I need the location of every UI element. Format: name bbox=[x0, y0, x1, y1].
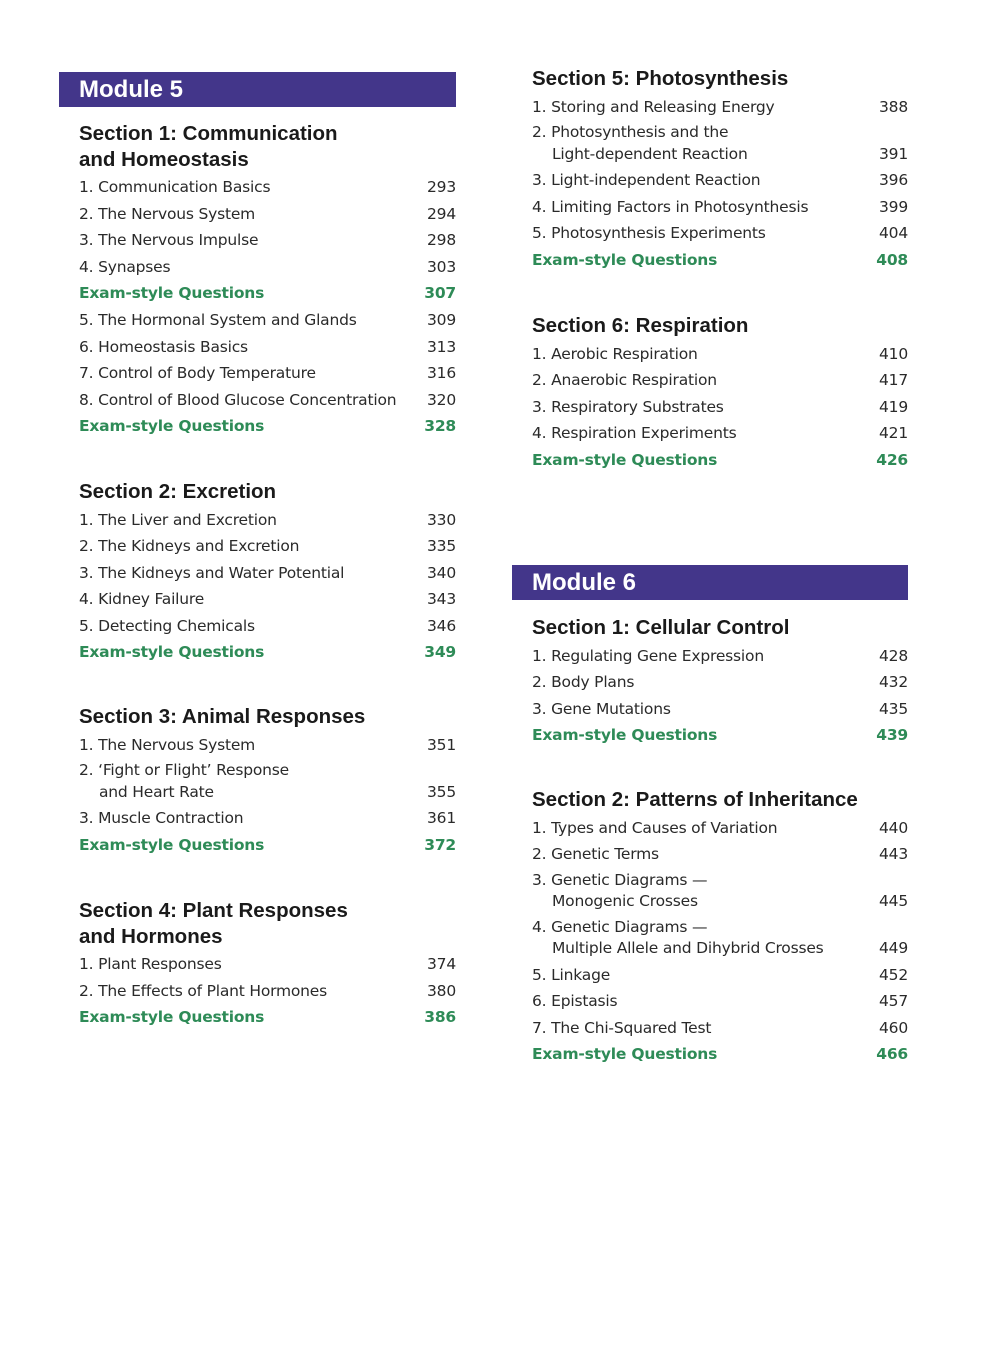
entry-title-line: 4. Respiration Experiments bbox=[532, 424, 737, 443]
toc-entry[interactable] bbox=[532, 394, 908, 421]
section-title-line: and Hormones bbox=[79, 924, 223, 948]
toc-entry[interactable] bbox=[532, 194, 908, 221]
entry-title-line: 3. The Nervous Impulse bbox=[79, 231, 259, 250]
page-number: 460 bbox=[879, 1018, 908, 1037]
page-number: 426 bbox=[876, 450, 908, 469]
toc-entry[interactable] bbox=[79, 307, 456, 334]
entry-title bbox=[532, 394, 724, 421]
section-title-line: Section 2: Patterns of Inheritance bbox=[532, 788, 858, 811]
page-number: 452 bbox=[879, 965, 908, 984]
entry-title-line: 2. The Kidneys and Excretion bbox=[79, 537, 300, 556]
section-title-line: Section 6: Respiration bbox=[532, 314, 749, 337]
entry-title-line: 2. ‘Fight or Flight’ Response bbox=[79, 761, 289, 780]
section-m5-s2 bbox=[79, 479, 456, 666]
page-number: 303 bbox=[427, 257, 456, 276]
toc-entry[interactable] bbox=[79, 360, 456, 387]
toc-entry[interactable] bbox=[532, 94, 908, 121]
toc-entry[interactable] bbox=[79, 560, 456, 587]
entry-title-line: 4. Genetic Diagrams — bbox=[532, 917, 708, 936]
page-number: 466 bbox=[876, 1045, 908, 1064]
entry-title-line: 4. Kidney Failure bbox=[79, 590, 205, 609]
page-number: 361 bbox=[427, 809, 456, 828]
page-number: 439 bbox=[876, 726, 908, 745]
entry-title bbox=[532, 341, 698, 368]
page-number: 417 bbox=[879, 371, 908, 390]
entry-title bbox=[532, 1015, 711, 1042]
section-title bbox=[79, 898, 456, 949]
toc-entry[interactable] bbox=[79, 254, 456, 281]
entry-title-continuation: Multiple Allele and Dihybrid Crosses bbox=[552, 939, 824, 958]
entry-title bbox=[532, 367, 717, 394]
entry-title-line: Exam-style Questions bbox=[532, 726, 718, 745]
section-title bbox=[532, 787, 908, 813]
toc-entry[interactable] bbox=[532, 643, 908, 670]
page-number: 432 bbox=[879, 673, 908, 692]
entry-title-line: 5. The Hormonal System and Glands bbox=[79, 310, 357, 329]
page-number: 335 bbox=[427, 537, 456, 556]
toc-entry[interactable] bbox=[79, 334, 456, 361]
entry-title bbox=[79, 533, 299, 560]
section-title bbox=[532, 66, 908, 92]
section-title bbox=[532, 313, 908, 339]
toc-entry[interactable] bbox=[79, 507, 456, 534]
section-title bbox=[532, 615, 908, 641]
entry-title bbox=[532, 447, 717, 474]
page-number: 428 bbox=[879, 646, 908, 665]
toc-entry[interactable] bbox=[532, 988, 908, 1015]
page-number: 445 bbox=[879, 892, 908, 911]
toc-entry[interactable] bbox=[532, 220, 908, 247]
entry-title bbox=[532, 870, 707, 913]
entry-title-line: 3. Light-independent Reaction bbox=[532, 171, 761, 190]
exam-questions-entry[interactable] bbox=[532, 447, 908, 474]
page-number: 404 bbox=[879, 224, 908, 243]
entry-title-line: 2. Photosynthesis and the bbox=[532, 123, 729, 142]
entry-title-line: 1. Types and Causes of Variation bbox=[532, 818, 778, 837]
toc-entry[interactable] bbox=[532, 167, 908, 194]
entry-title-line: Exam-style Questions bbox=[79, 1008, 265, 1027]
exam-questions-entry[interactable] bbox=[532, 722, 908, 749]
page-number: 449 bbox=[879, 939, 908, 958]
page-number: 421 bbox=[879, 424, 908, 443]
module-5-header: Module 5 bbox=[59, 72, 456, 107]
entry-title bbox=[79, 507, 277, 534]
section-m5-s3 bbox=[79, 704, 456, 858]
toc-entry[interactable] bbox=[79, 951, 456, 978]
page-number: 386 bbox=[424, 1008, 456, 1027]
entry-title-line: 2. Anaerobic Respiration bbox=[532, 371, 717, 390]
entry-title-line: 3. The Kidneys and Water Potential bbox=[79, 563, 345, 582]
entry-title bbox=[79, 280, 264, 307]
module-6-header: Module 6 bbox=[512, 565, 908, 600]
entry-title-line: 2. The Effects of Plant Hormones bbox=[79, 981, 328, 1000]
toc-entry[interactable] bbox=[532, 669, 908, 696]
exam-questions-entry[interactable] bbox=[79, 832, 456, 859]
entry-title-line: 3. Genetic Diagrams — bbox=[532, 870, 708, 889]
entry-title bbox=[532, 722, 717, 749]
toc-entry[interactable] bbox=[532, 420, 908, 447]
entry-title-line: 7. Control of Body Temperature bbox=[79, 364, 316, 383]
entry-title bbox=[532, 841, 659, 868]
page-number: 391 bbox=[879, 144, 908, 163]
section-title bbox=[79, 704, 456, 730]
toc-entry[interactable] bbox=[532, 696, 908, 723]
page-number: 330 bbox=[427, 510, 456, 529]
entry-title bbox=[532, 643, 764, 670]
entry-title bbox=[79, 387, 396, 414]
entry-title bbox=[79, 560, 344, 587]
entry-title-line: 5. Photosynthesis Experiments bbox=[532, 224, 766, 243]
entry-title-line: 2. Genetic Terms bbox=[532, 845, 659, 864]
page-number: 380 bbox=[427, 981, 456, 1000]
entry-title bbox=[79, 951, 222, 978]
page-number: 307 bbox=[424, 284, 456, 303]
entry-title bbox=[79, 254, 170, 281]
entry-title-line: 1. Plant Responses bbox=[79, 955, 222, 973]
entry-title bbox=[532, 696, 671, 723]
toc-entry[interactable] bbox=[79, 732, 456, 759]
section-m6-s2 bbox=[532, 787, 908, 1068]
entry-title bbox=[79, 360, 316, 387]
page-number: 457 bbox=[879, 992, 908, 1011]
entry-title-continuation: and Heart Rate bbox=[99, 782, 214, 801]
toc-entry[interactable] bbox=[532, 915, 908, 962]
entry-title-line: 1. Regulating Gene Expression bbox=[532, 646, 764, 665]
entry-title bbox=[79, 978, 327, 1005]
section-m6-s1 bbox=[532, 615, 908, 749]
entry-title-line: Exam-style Questions bbox=[532, 450, 718, 469]
entry-title bbox=[79, 832, 264, 859]
toc-entry[interactable] bbox=[532, 868, 908, 915]
page-number: 408 bbox=[876, 250, 908, 269]
page-number: 309 bbox=[427, 310, 456, 329]
page-number: 351 bbox=[427, 735, 456, 754]
toc-entry[interactable] bbox=[79, 758, 456, 805]
page-number: 343 bbox=[427, 590, 456, 609]
entry-title-line: 2. The Nervous System bbox=[79, 204, 256, 223]
entry-title-line: Exam-style Questions bbox=[532, 250, 718, 269]
entry-title bbox=[532, 669, 634, 696]
entry-title-line: 3. Respiratory Substrates bbox=[532, 397, 724, 416]
page-number: 443 bbox=[879, 845, 908, 864]
entry-title-line: Exam-style Questions bbox=[532, 1045, 718, 1064]
exam-questions-entry[interactable] bbox=[532, 1041, 908, 1068]
entry-title bbox=[532, 247, 717, 274]
exam-questions-entry[interactable] bbox=[79, 280, 456, 307]
entry-title bbox=[532, 962, 610, 989]
entry-title bbox=[79, 307, 357, 334]
toc-entry[interactable] bbox=[79, 978, 456, 1005]
entry-title-line: 1. The Nervous System bbox=[79, 735, 256, 754]
entry-title bbox=[79, 732, 255, 759]
entry-title-line: 6. Epistasis bbox=[532, 992, 618, 1011]
section-m5-s4 bbox=[79, 898, 456, 1031]
entry-title-line: 1. Storing and Releasing Energy bbox=[532, 97, 775, 116]
section-title-line: Section 1: Communication bbox=[79, 122, 338, 145]
entry-title bbox=[79, 613, 255, 640]
section-title bbox=[79, 479, 456, 505]
page-number: 399 bbox=[879, 197, 908, 216]
entry-title-line: 4. Synapses bbox=[79, 257, 171, 276]
page-number: 294 bbox=[427, 204, 456, 223]
entry-title bbox=[79, 639, 264, 666]
section-m5-s6 bbox=[532, 313, 908, 473]
entry-title bbox=[79, 586, 204, 613]
toc-entry[interactable] bbox=[79, 227, 456, 254]
entry-title-line: 5. Detecting Chemicals bbox=[79, 616, 255, 635]
page-number: 374 bbox=[427, 955, 456, 973]
page-number: 396 bbox=[879, 171, 908, 190]
section-title-line: Section 4: Plant Responses bbox=[79, 899, 348, 922]
entry-title-line: 1. Aerobic Respiration bbox=[532, 344, 698, 363]
entry-title-line: 2. Body Plans bbox=[532, 673, 635, 692]
entry-title-line: 3. Gene Mutations bbox=[532, 699, 671, 718]
entry-title-line: Exam-style Questions bbox=[79, 835, 265, 854]
exam-questions-entry[interactable] bbox=[79, 639, 456, 666]
entry-title-continuation: Monogenic Crosses bbox=[552, 892, 698, 911]
entry-title-line: 6. Homeostasis Basics bbox=[79, 337, 248, 356]
entry-title-line: 8. Control of Blood Glucose Concentration bbox=[79, 390, 397, 409]
toc-entry[interactable] bbox=[532, 815, 908, 842]
section-m5-s5 bbox=[532, 66, 908, 273]
exam-questions-entry[interactable] bbox=[532, 247, 908, 274]
page-number: 372 bbox=[424, 835, 456, 854]
toc-entry[interactable] bbox=[532, 1015, 908, 1042]
entry-title bbox=[79, 174, 270, 201]
section-title bbox=[79, 121, 456, 172]
page-number: 320 bbox=[427, 390, 456, 409]
section-m5-s1 bbox=[79, 121, 456, 440]
page-number: 435 bbox=[879, 699, 908, 718]
entry-title-line: Exam-style Questions bbox=[79, 417, 265, 436]
entry-title-line: 3. Muscle Contraction bbox=[79, 809, 244, 828]
page-number: 355 bbox=[427, 782, 456, 801]
entry-title bbox=[532, 122, 748, 165]
page-number: 340 bbox=[427, 563, 456, 582]
entry-title-continuation: Light-dependent Reaction bbox=[552, 144, 748, 163]
exam-questions-entry[interactable] bbox=[79, 1004, 456, 1031]
page-number: 410 bbox=[879, 344, 908, 363]
entry-title bbox=[532, 94, 774, 121]
entry-title-line: 5. Linkage bbox=[532, 965, 611, 984]
entry-title-line: 4. Limiting Factors in Photosynthesis bbox=[532, 197, 809, 216]
entry-title-line: 7. The Chi-Squared Test bbox=[532, 1018, 712, 1037]
entry-title bbox=[532, 1041, 717, 1068]
entry-title bbox=[532, 194, 808, 221]
page-number: 313 bbox=[427, 337, 456, 356]
page-number: 316 bbox=[427, 364, 456, 383]
page-number: 346 bbox=[427, 616, 456, 635]
entry-title bbox=[79, 760, 289, 803]
toc-entry[interactable] bbox=[79, 174, 456, 201]
toc-entry[interactable] bbox=[532, 341, 908, 368]
section-title-line: and Homeostasis bbox=[79, 147, 249, 171]
page-number: 349 bbox=[424, 643, 456, 662]
toc-entry[interactable] bbox=[79, 586, 456, 613]
entry-title-line: Exam-style Questions bbox=[79, 284, 265, 303]
entry-title bbox=[79, 413, 264, 440]
entry-title bbox=[79, 201, 255, 228]
entry-title bbox=[79, 227, 258, 254]
section-title-line: Section 1: Cellular Control bbox=[532, 616, 790, 639]
page-number: 388 bbox=[879, 97, 908, 116]
entry-title bbox=[532, 917, 824, 960]
toc-entry[interactable] bbox=[79, 533, 456, 560]
toc-entry[interactable] bbox=[532, 120, 908, 167]
page-number: 419 bbox=[879, 397, 908, 416]
page-number: 293 bbox=[427, 178, 456, 196]
page-number: 328 bbox=[424, 417, 456, 436]
entry-title bbox=[532, 988, 617, 1015]
page-number: 440 bbox=[879, 818, 908, 837]
entry-title bbox=[79, 805, 243, 832]
page-number: 298 bbox=[427, 231, 456, 250]
toc-entry[interactable] bbox=[79, 613, 456, 640]
entry-title-line: 1. Communication Basics bbox=[79, 178, 271, 196]
toc-entry[interactable] bbox=[532, 367, 908, 394]
section-title-line: Section 3: Animal Responses bbox=[79, 705, 366, 728]
entry-title-line: 1. The Liver and Excretion bbox=[79, 510, 277, 529]
toc-entry[interactable] bbox=[532, 962, 908, 989]
entry-title bbox=[532, 420, 736, 447]
section-title-line: Section 5: Photosynthesis bbox=[532, 67, 789, 90]
toc-entry[interactable] bbox=[79, 387, 456, 414]
exam-questions-entry[interactable] bbox=[79, 413, 456, 440]
entry-title bbox=[532, 815, 777, 842]
entry-title bbox=[532, 220, 766, 247]
toc-entry[interactable] bbox=[79, 201, 456, 228]
entry-title bbox=[79, 1004, 264, 1031]
section-title-line: Section 2: Excretion bbox=[79, 480, 277, 503]
entry-title bbox=[79, 334, 248, 361]
toc-entry[interactable] bbox=[79, 805, 456, 832]
entry-title-line: Exam-style Questions bbox=[79, 643, 265, 662]
entry-title bbox=[532, 167, 760, 194]
toc-entry[interactable] bbox=[532, 841, 908, 868]
